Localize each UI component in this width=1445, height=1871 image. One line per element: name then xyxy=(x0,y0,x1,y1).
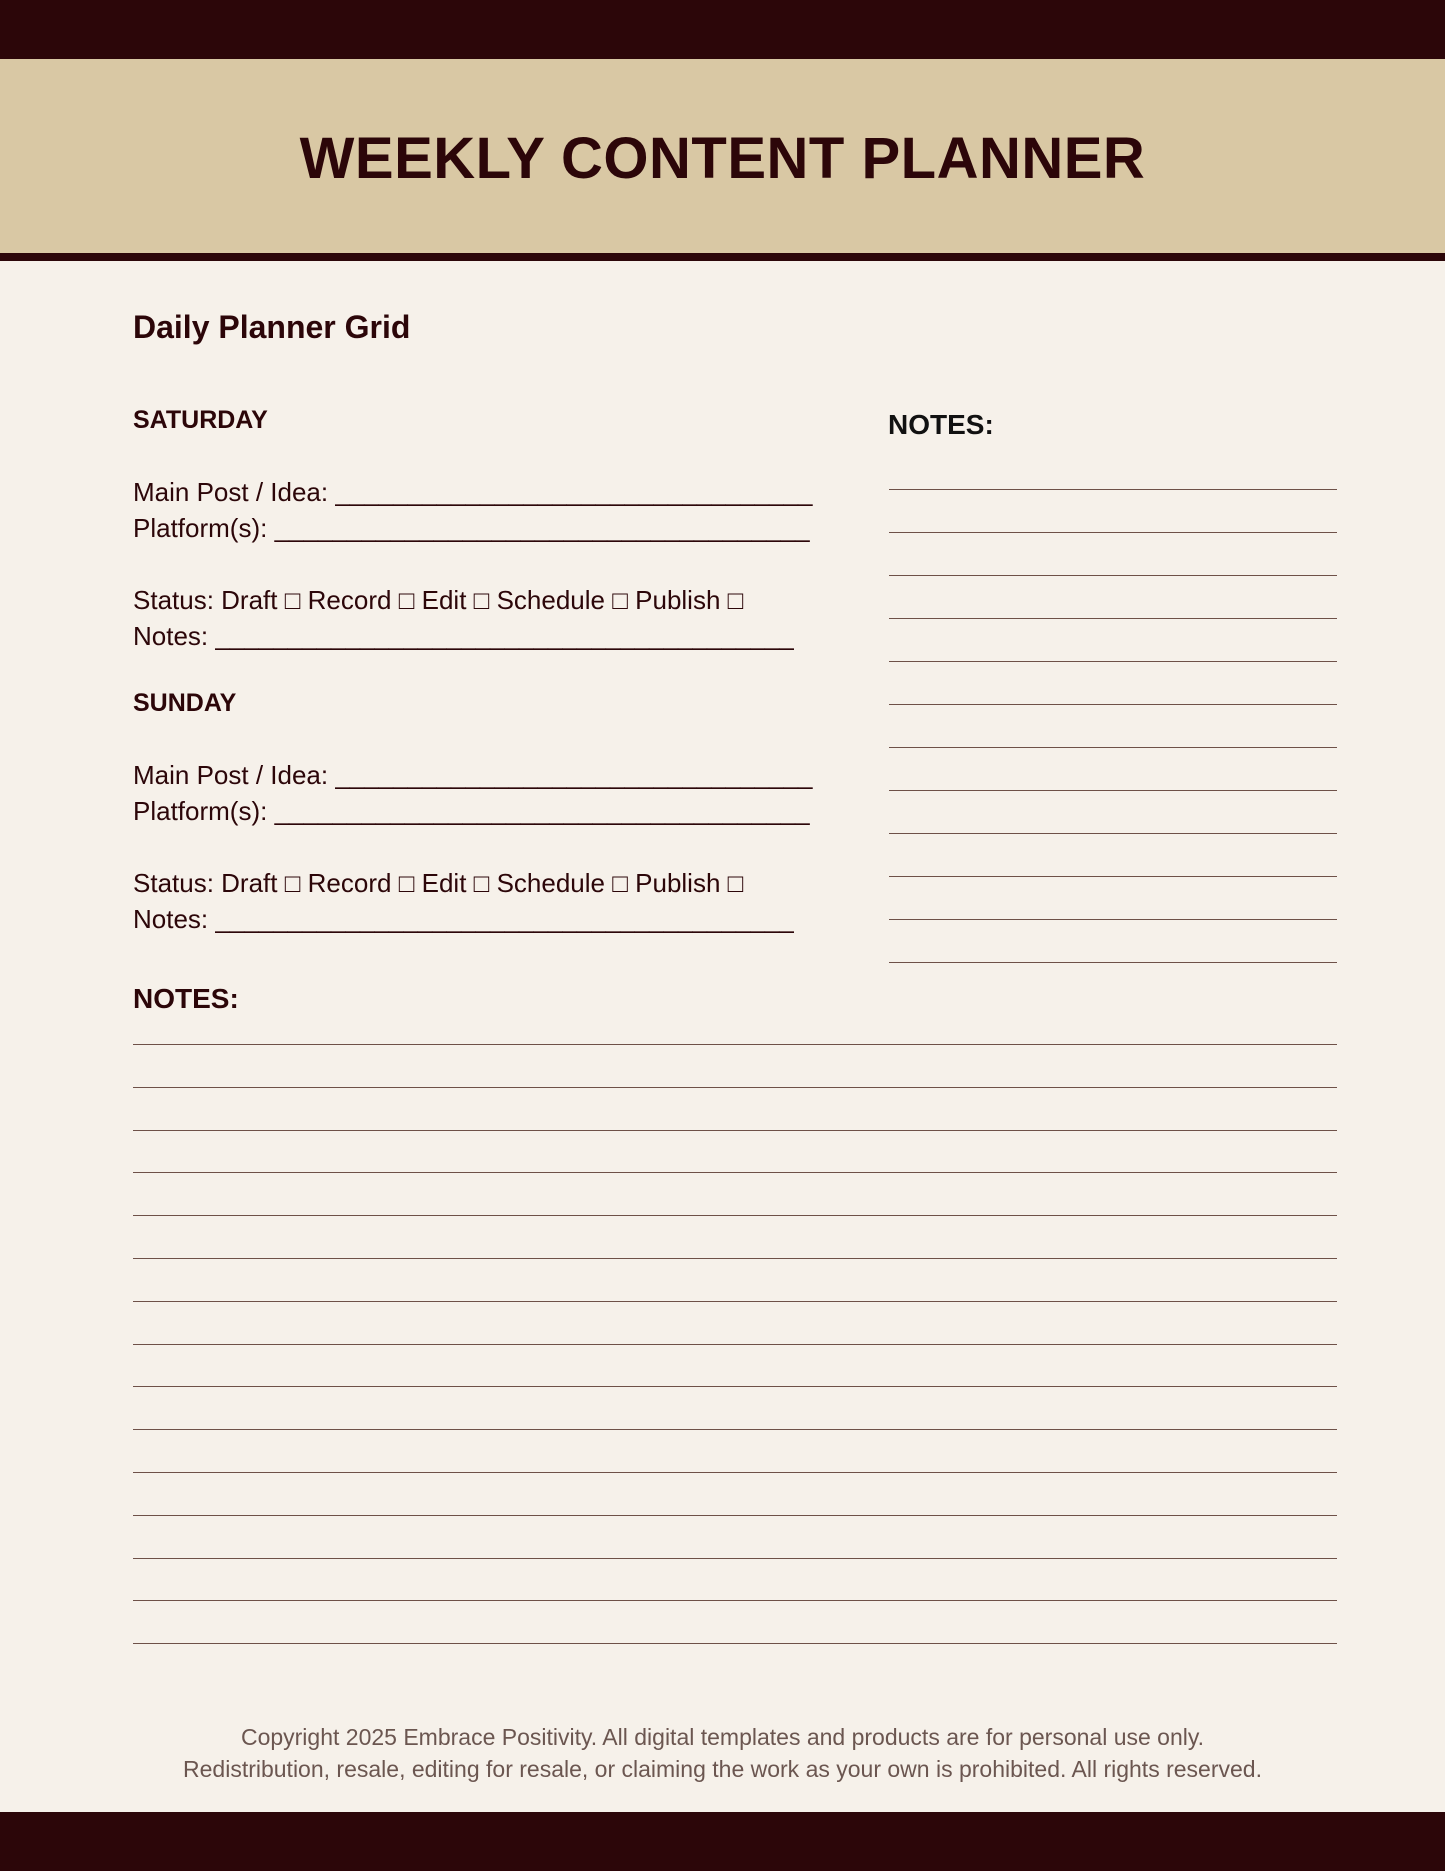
footer-line: Copyright 2025 Embrace Positivity. All digital templates and products are for personal use only. xyxy=(240,1724,1205,1750)
writing-line[interactable] xyxy=(889,962,1337,1005)
notes-lines[interactable] xyxy=(133,1044,1337,1686)
writing-line[interactable] xyxy=(889,876,1337,919)
writing-line[interactable] xyxy=(133,1044,1337,1087)
platforms-field[interactable]: Platform(s): _____________________________________ xyxy=(133,513,810,543)
writing-line[interactable] xyxy=(133,1344,1337,1387)
writing-line[interactable] xyxy=(133,1215,1337,1258)
page-header xyxy=(0,59,1445,253)
writing-line[interactable] xyxy=(889,747,1337,790)
writing-line[interactable] xyxy=(133,1386,1337,1429)
status-checklist[interactable]: Status: Draft □ Record □ Edit □ Schedule □ Publish □ xyxy=(133,585,744,615)
platforms-field[interactable]: Platform(s): _____________________________________ xyxy=(133,796,810,826)
notes-title: NOTES: xyxy=(133,983,239,1014)
copyright-footer xyxy=(0,1721,1445,1785)
writing-line[interactable] xyxy=(133,1515,1337,1558)
writing-line[interactable] xyxy=(133,1087,1337,1130)
writing-line[interactable] xyxy=(133,1600,1337,1643)
section-title: Daily Planner Grid xyxy=(133,309,411,345)
writing-line[interactable] xyxy=(889,532,1337,575)
day-notes-field[interactable]: Notes: ________________________________________ xyxy=(133,621,794,651)
side-notes-title: NOTES: xyxy=(888,409,994,440)
writing-line[interactable] xyxy=(133,1258,1337,1301)
day-notes-field[interactable]: Notes: ________________________________________ xyxy=(133,904,794,934)
top-border-bar xyxy=(0,0,1445,59)
writing-line[interactable] xyxy=(889,489,1337,532)
main-post-field[interactable]: Main Post / Idea: _________________________________ xyxy=(133,477,813,507)
writing-line[interactable] xyxy=(889,790,1337,833)
footer-line: Redistribution, resale, editing for resale, or claiming the work as your own is prohibited. All rights reserved. xyxy=(183,1756,1262,1782)
day-name: SATURDAY xyxy=(133,406,268,434)
writing-line[interactable] xyxy=(133,1130,1337,1173)
writing-line[interactable] xyxy=(889,618,1337,661)
day-name: SUNDAY xyxy=(133,689,237,717)
writing-line[interactable] xyxy=(889,919,1337,962)
writing-line[interactable] xyxy=(133,1301,1337,1344)
status-checklist[interactable]: Status: Draft □ Record □ Edit □ Schedule □ Publish □ xyxy=(133,868,744,898)
writing-line[interactable] xyxy=(889,833,1337,876)
writing-line[interactable] xyxy=(133,1558,1337,1601)
main-post-field[interactable]: Main Post / Idea: _________________________________ xyxy=(133,760,813,790)
writing-line[interactable] xyxy=(889,704,1337,747)
writing-line[interactable] xyxy=(133,1472,1337,1515)
day-block-sunday xyxy=(133,685,853,937)
writing-line[interactable] xyxy=(133,1643,1337,1686)
header-divider xyxy=(0,253,1445,261)
bottom-border-bar xyxy=(0,1812,1445,1871)
page-title: WEEKLY CONTENT PLANNER xyxy=(299,125,1146,191)
writing-line[interactable] xyxy=(889,661,1337,704)
writing-line[interactable] xyxy=(133,1429,1337,1472)
side-notes-lines[interactable] xyxy=(889,489,1337,1005)
writing-line[interactable] xyxy=(889,575,1337,618)
day-block-saturday xyxy=(133,402,853,654)
writing-line[interactable] xyxy=(133,1172,1337,1215)
